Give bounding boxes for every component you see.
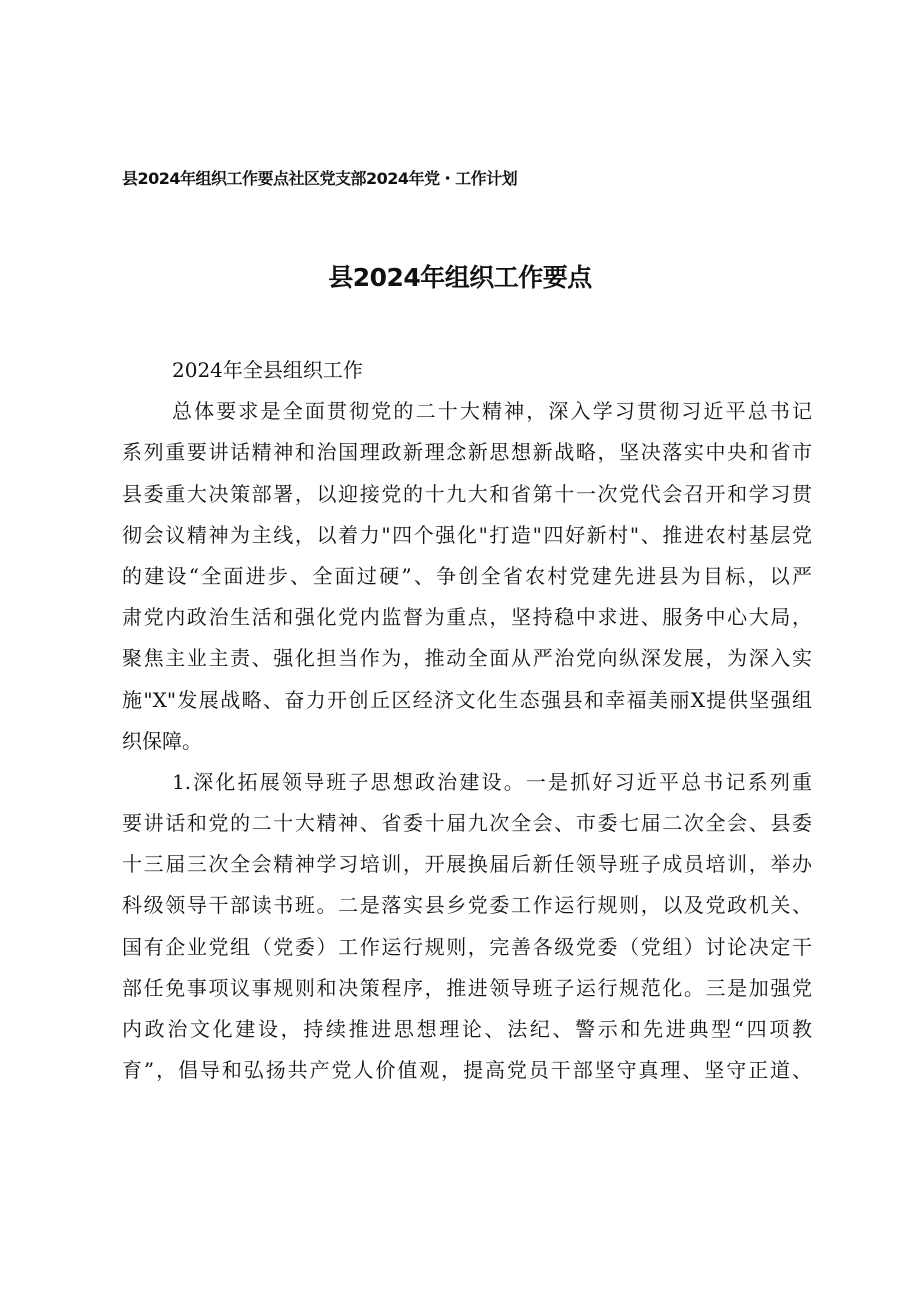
paragraph-line: 要讲话和党的二十大精神、省委十届九次全会、市委七届二次全会、县委 (122, 811, 812, 836)
paragraph-line: 聚焦主业主责、强化担当作为，推动全面从严治党向纵深发展，为深入实 (122, 646, 812, 671)
paragraph-line: 2024年全县组织工作 (172, 358, 363, 382)
paragraph-line: 肃党内政治生活和强化党内监督为重点，坚持稳中求进、服务中心大局， (122, 605, 812, 630)
paragraph-line: 国有企业党组（党委）工作运行规则，完善各级党委（党组）讨论决定干 (122, 934, 812, 959)
paragraph-line: 部任免事项议事规则和决策程序，推进领导班子运行规范化。三是加强党 (122, 975, 812, 1000)
document-header: 县2024年组织工作要点社区党支部2024年党・工作计划 (122, 169, 518, 188)
paragraph-line: 系列重要讲话精神和治国理政新理念新思想新战略，坚决落实中央和省市 (122, 440, 812, 465)
paragraph-line: 彻会议精神为主线，以着力"四个强化"打造"四好新村"、推进农村基层党 (122, 522, 812, 547)
paragraph-line: 的建设“全面进步、全面过硬”、争创全省农村党建先进县为目标，以严 (122, 563, 812, 588)
paragraph-line: 总体要求是全面贯彻党的二十大精神，深入学习贯彻习近平总书记 (172, 399, 812, 424)
paragraph-line: 科级领导干部读书班。二是落实县乡党委工作运行规则，以及党政机关、 (122, 893, 812, 918)
document-title: 县2024年组织工作要点 (328, 263, 592, 292)
paragraph-line: 县委重大决策部署，以迎接党的十九大和省第十一次党代会召开和学习贯 (122, 481, 812, 506)
paragraph-line: 施"X"发展战略、奋力开创丘区经济文化生态强县和幸福美丽X提供坚强组 (122, 687, 812, 712)
paragraph-line: 1.深化拓展领导班子思想政治建设。一是抓好习近平总书记系列重 (172, 769, 812, 794)
document-body (122, 350, 812, 1091)
paragraph-line: 织保障。 (122, 728, 202, 753)
paragraph-line: 十三届三次全会精神学习培训，开展换届后新任领导班子成员培训，举办 (122, 852, 812, 877)
paragraph-line: 内政治文化建设，持续推进思想理论、法纪、警示和先进典型“四项教 (122, 1017, 812, 1041)
paragraph-line: 育”，倡导和弘扬共产党人价值观，提高党员干部坚守真理、坚守正道、 (122, 1058, 812, 1083)
